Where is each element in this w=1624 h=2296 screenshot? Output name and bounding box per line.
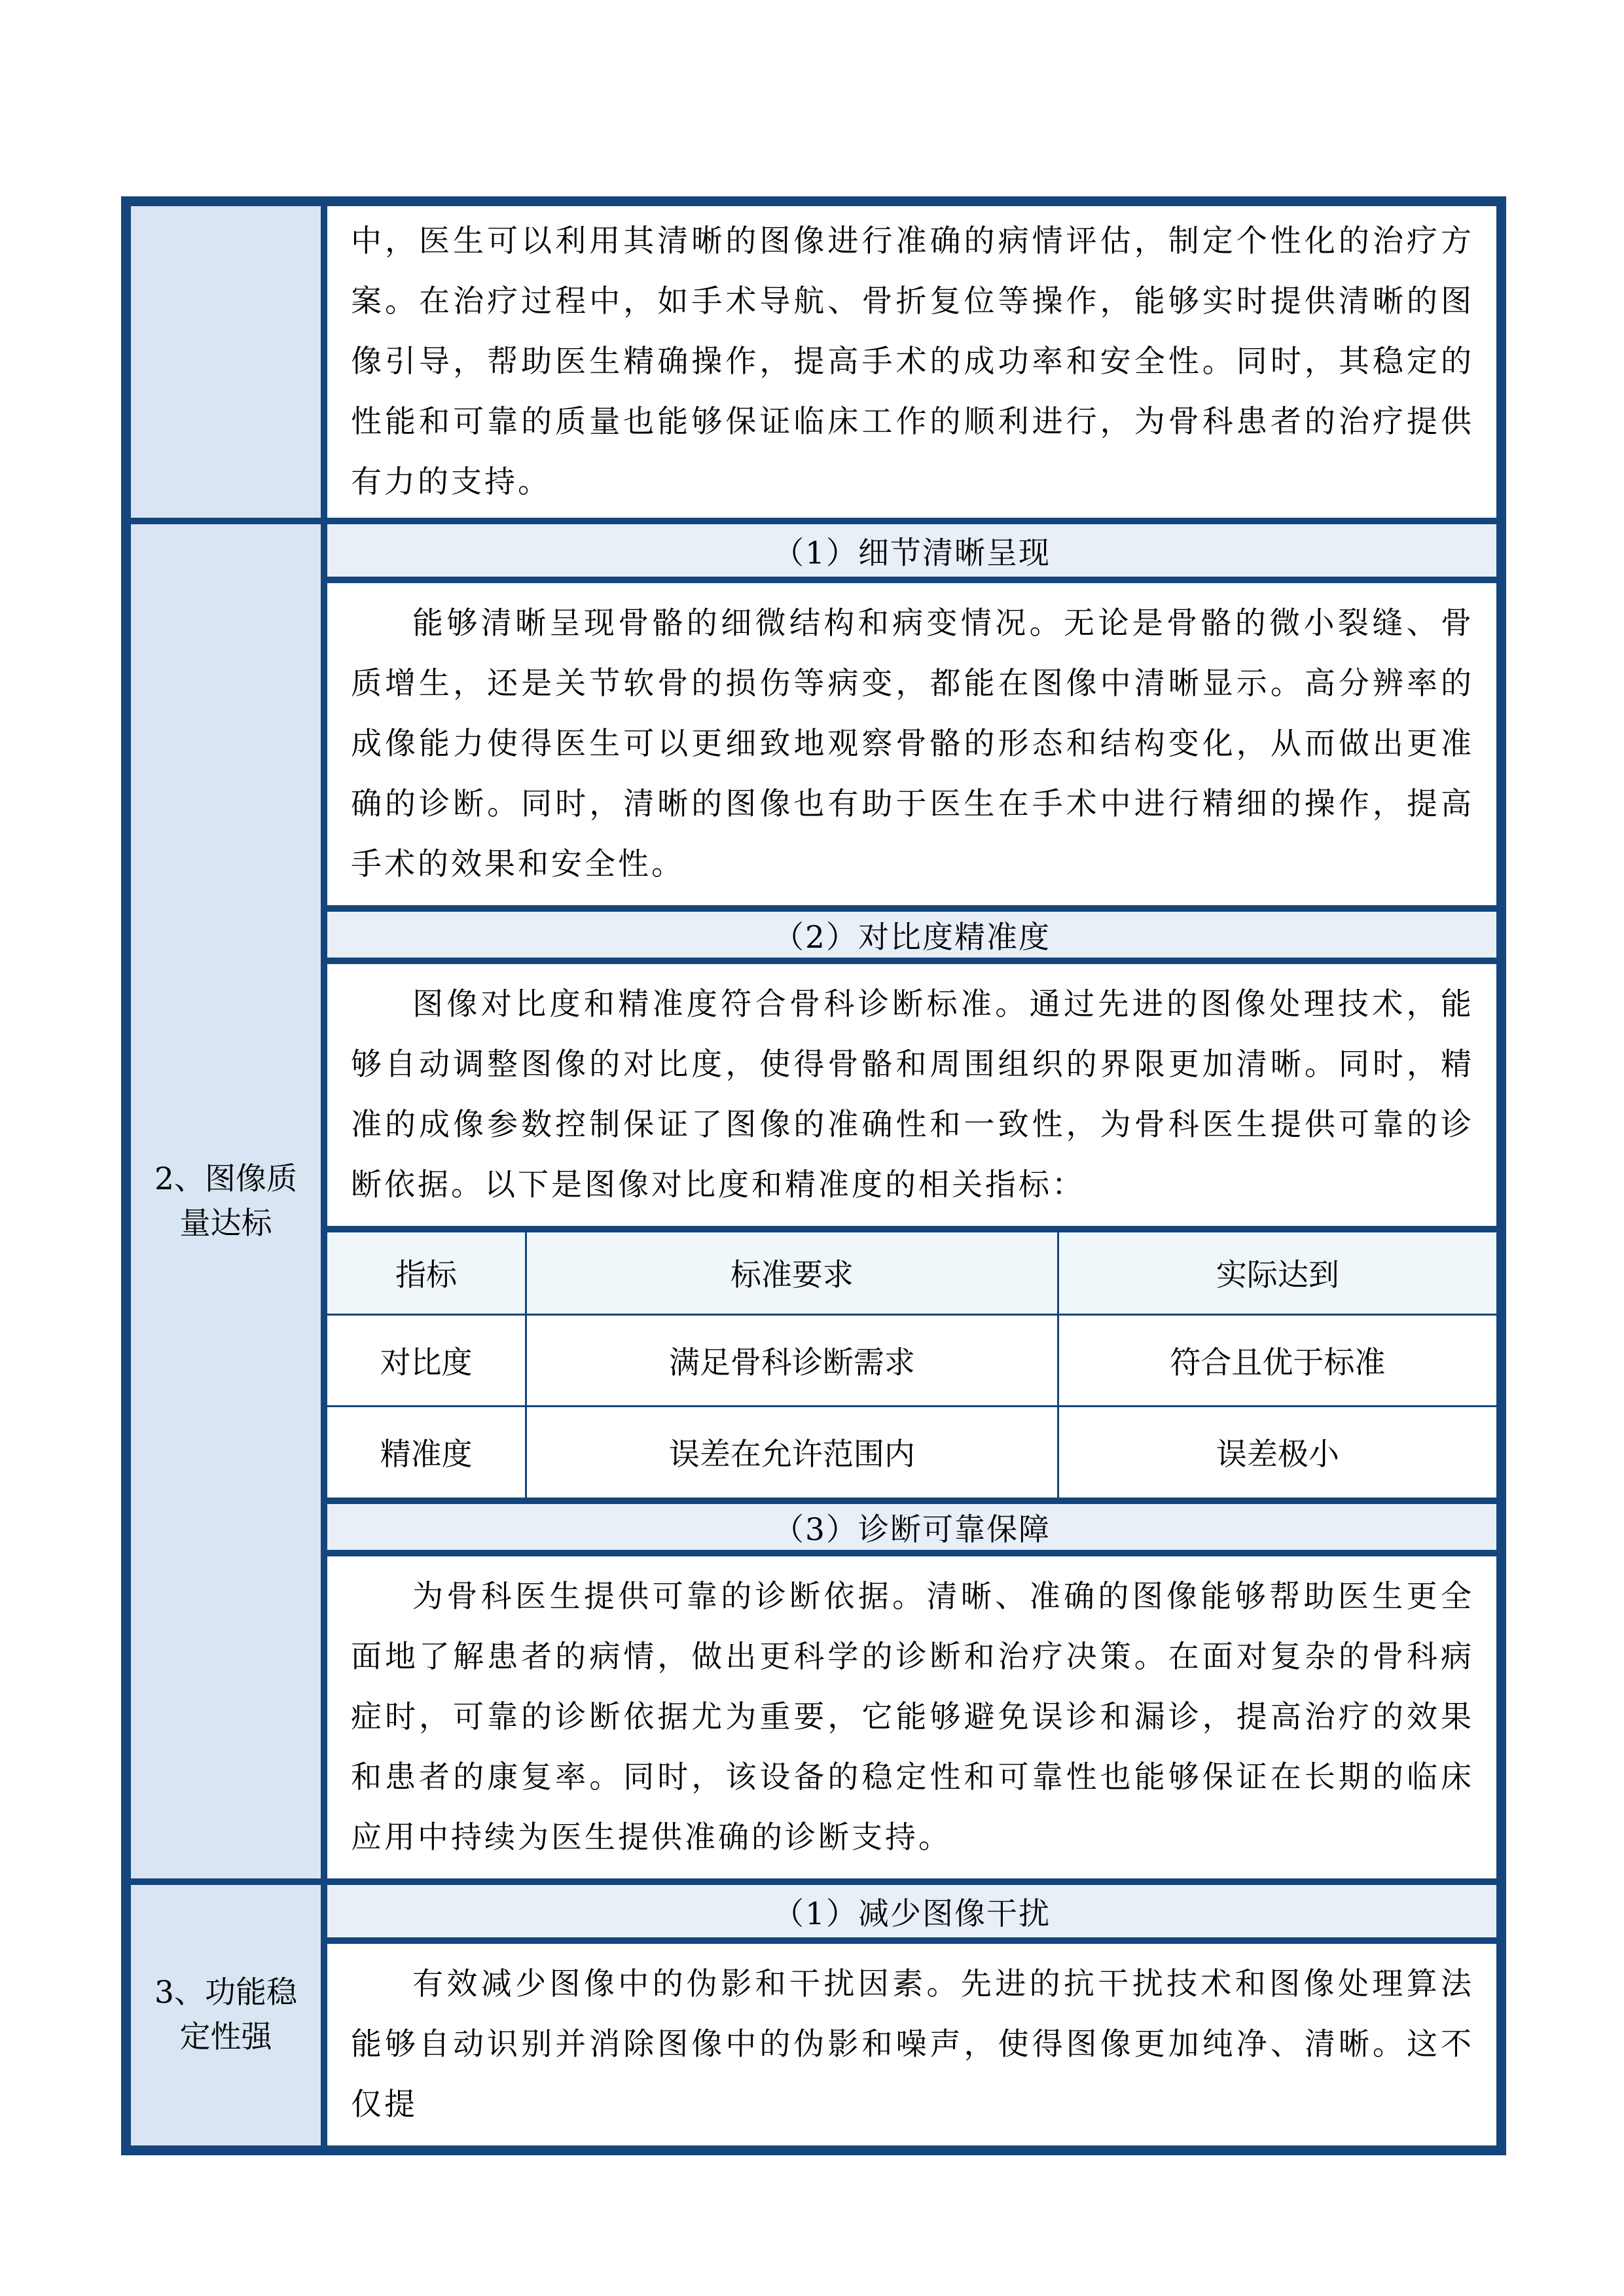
row-label-cell — [131, 1885, 327, 2145]
paragraph: 为骨科医生提供可靠的诊断依据。清晰、准确的图像能够帮助医生更全面地了解患者的病情，做出更科学的诊断和治疗决策。在面对复杂的骨科病症时，可靠的诊断依据尤为重要，它能够避免误诊和漏诊，提高治疗的效果和患者的康复率。同时，该设备的稳定性和可靠性也能够保证在长期的临床应用中持续为医生提供准确的诊断支持。 — [351, 1579, 1474, 1856]
row-label: 3、功能稳定性强 — [154, 1975, 297, 2055]
section-body — [327, 577, 1496, 905]
section-header-text: （3）诊断可靠保障 — [773, 1511, 1051, 1548]
paragraph: 能够清晰呈现骨骼的细微结构和病变情况。无论是骨骼的微小裂缝、骨质增生，还是关节软骨的损伤等病变，都能在图像中清晰显示。高分辨率的成像能力使得医生可以更细致地观察骨骼的形态和结构变化，从而做出更准确的诊断。同时，清晰的图像也有助于医生在手术中进行精细的操作，提高手术的效果和安全性。 — [351, 605, 1474, 882]
row-label-cell-empty — [131, 206, 327, 518]
metrics-header-cell: 指标 — [327, 1229, 526, 1314]
section-body — [327, 1937, 1496, 2145]
section-header — [327, 1498, 1496, 1550]
section-header-text: （2）对比度精准度 — [773, 919, 1051, 956]
feature-table — [121, 196, 1506, 2155]
section-body — [327, 1550, 1496, 1878]
section-header — [327, 1885, 1496, 1937]
row-content-cell — [327, 524, 1496, 1878]
section-header-text: （1）细节清晰呈现 — [773, 535, 1051, 571]
metrics-header-cell: 标准要求 — [526, 1229, 1058, 1314]
section-header — [327, 905, 1496, 958]
section-header-text: （1）减少图像干扰 — [773, 1895, 1051, 1932]
paragraph: 中，医生可以利用其清晰的图像进行准确的病情评估，制定个性化的治疗方案。在治疗过程中，如手术导航、骨折复位等操作，能够实时提供清晰的图像引导，帮助医生精确操作，提高手术的成功率和安全性。同时，其稳定的性能和可靠的质量也能够保证临床工作的顺利进行，为骨科患者的治疗提供有力的支持。 — [351, 223, 1474, 500]
metrics-cell: 精准度 — [327, 1406, 526, 1498]
metrics-row — [327, 1314, 1496, 1406]
metrics-table — [327, 1226, 1496, 1498]
metrics-cell: 满足骨科诊断需求 — [526, 1314, 1058, 1406]
metrics-cell: 误差极小 — [1058, 1406, 1496, 1498]
metrics-header-cell: 实际达到 — [1058, 1229, 1496, 1314]
table-row — [131, 206, 1496, 518]
row-label: 2、图像质量达标 — [154, 1160, 297, 1242]
table-row — [131, 1878, 1496, 2145]
row-content-cell — [327, 206, 1496, 518]
metrics-cell: 误差在允许范围内 — [526, 1406, 1058, 1498]
metrics-cell: 符合且优于标准 — [1058, 1314, 1496, 1406]
paragraph: 有效减少图像中的伪影和干扰因素。先进的抗干扰技术和图像处理算法能够自动识别并消除图像中的伪影和噪声，使得图像更加纯净、清晰。这不仅提 — [351, 1966, 1474, 2123]
metrics-header-row — [327, 1229, 1496, 1314]
table-row — [131, 518, 1496, 1878]
metrics-cell: 对比度 — [327, 1314, 526, 1406]
row-content-cell — [327, 1885, 1496, 2145]
metrics-row — [327, 1406, 1496, 1498]
paragraph: 图像对比度和精准度符合骨科诊断标准。通过先进的图像处理技术，能够自动调整图像的对比度，使得骨骼和周围组织的界限更加清晰。同时，精准的成像参数控制保证了图像的准确性和一致性，为骨科医生提供可靠的诊断依据。以下是图像对比度和精准度的相关指标： — [351, 986, 1474, 1203]
section-body — [327, 958, 1496, 1226]
row-label-cell — [131, 524, 327, 1878]
section-header — [327, 524, 1496, 577]
